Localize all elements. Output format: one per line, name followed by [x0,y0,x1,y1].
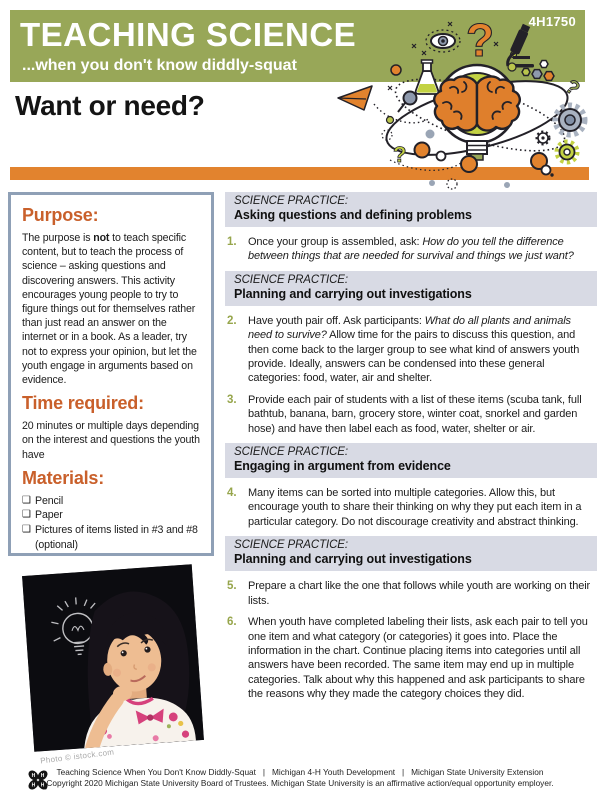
purpose-heading: Purpose: [22,205,99,225]
page-title: Want or need? [15,90,205,121]
step-number: 2. [227,314,237,327]
step-text-part: Many items can be sorted into multiple categories. Allow this, but encourage youth to share their thinking on why they put each item in a particular category. Do not discourage creativity and abstract thinking. [248,487,582,528]
materials-heading: Materials: [22,467,105,488]
list-item [22,508,200,523]
svg-text:H: H [31,773,36,780]
checkbox-icon: ❑ [22,524,31,536]
lightbulb-brain-icon [434,65,520,160]
document-title: TEACHING SCIENCE [20,16,357,53]
time-required-heading: Time required: [22,393,144,414]
svg-text:H: H [40,782,45,789]
science-practice-header [225,536,597,571]
gear-icon [558,143,577,162]
hexagon-icon [522,61,554,81]
step-number: 3. [227,393,237,406]
question-mark-icon: ? [393,142,407,167]
science-practice-header [225,192,597,227]
science-practice-label: SCIENCE PRACTICE: [234,273,348,286]
step-text [248,235,597,264]
science-practice-label: SCIENCE PRACTICE: [234,539,348,552]
publication-code: 4H1750 [528,14,576,29]
purpose-text [22,231,200,387]
step-item [225,314,597,386]
step-text-part: Provide each pair of students with a list of these items (scuba tank, full bathtub, banana, barn, grocery store, winter coat, snorkel and garden hose) and have then label each as food, water, shelter or air. [248,393,582,435]
step-text-part: Allow time for the pairs to discuss this question, and then come back to the larger group to see what kind of answers youth provide. Ideally, answers can be condensed into these general categories: food, water, air and shelter. [248,329,580,385]
gear-icon [537,132,549,144]
step-item [225,486,597,529]
step-item [225,235,597,264]
question-mark-icon: ? [560,75,584,101]
science-practice-title: Planning and carrying out investigations [234,552,472,567]
gear-icon [556,106,584,134]
checkbox-icon: ❑ [22,494,31,506]
sidebar-info-box [8,192,214,556]
material-label: Pictures of items listed in #3 and #8 (optional) [35,524,198,551]
svg-text:H: H [40,773,45,780]
step-number: 6. [227,616,237,629]
step-number: 4. [227,487,237,500]
step-text-part: Prepare a chart like the one that follows while youth are working on their lists. [248,580,591,607]
purpose-text-part1: The purpose is [22,232,94,244]
time-required-text: 20 minutes or multiple days depending on the interest and questions the youth have [22,420,200,461]
list-item [22,523,200,552]
checkbox-icon: ❑ [22,509,31,521]
purpose-text-part2: to teach specific content, but to teach the process of science – asking questions and discovering answers. This activity encourages young people to try to figure things out for themselves rather than just read an answer on the internet or in a book. As a leader, try not to express your opinion, but let the youth engage in arguments based on evidence. [22,232,197,387]
material-label: Pencil [35,494,64,507]
science-practice-header [225,443,597,478]
materials-list [22,494,200,552]
step-text [248,615,597,701]
material-label: Paper [35,509,63,522]
document-subtitle: ...when you don't know diddly-squat [22,57,297,74]
step-text [248,579,597,608]
science-practice-title: Engaging in argument from evidence [234,459,451,474]
step-text-part: When youth have completed labeling their lists, ask each pair to tell you one item and what category (or categories) it goes into. Place the information in the chart. Continue placing items into categories until all answers have been recorded. The same item may end up in multiple categories. Talk about why this happened and ask participants to share the reasons why they made the category choices they did. [248,616,588,701]
science-practice-title: Planning and carrying out investigations [234,286,472,301]
step-item [225,615,597,701]
footer-attribution-line: Teaching Science When You Don't Know Diddly-Squat | Michigan 4-H Youth Development | Michigan State University Extension [56,767,544,777]
science-practice-title: Asking questions and defining problems [234,208,472,222]
step-number: 1. [227,236,237,248]
science-practice-header [225,271,597,306]
eye-icon [426,30,460,52]
paper-plane-icon [338,86,372,110]
step-item [225,579,597,608]
step-text-italic: What do all plants and animals need to survive? [248,314,571,342]
thinking-girl-photo [22,564,204,751]
flask-icon [416,60,439,94]
step-number: 5. [227,580,237,593]
photo-credit: Photo © istock.com [39,747,115,766]
step-item [225,393,597,436]
science-practice-label: SCIENCE PRACTICE: [234,195,348,207]
activity-steps [225,192,597,709]
step-text [248,393,597,436]
svg-text:H: H [31,782,36,789]
microscope-icon [508,23,534,71]
step-text-italic: How do you tell the difference between things that are needed for survival and things we just want? [248,236,574,263]
step-text [248,314,597,386]
purpose-text-bold: not [93,232,110,244]
step-text-part: Once your group is assembled, ask: [248,236,423,248]
step-text-part: Have youth pair off. Ask participants: [248,314,425,327]
science-practice-label: SCIENCE PRACTICE: [234,446,348,459]
question-mark-icon: ? [465,14,495,66]
footer-copyright-line: Copyright 2020 Michigan State University Board of Trustees. Michigan State University is an affirmative action/equal opportunity employer. [46,778,554,788]
list-item [22,494,200,509]
step-text [248,486,597,529]
brain-lightbulb-science-illustration [330,0,600,195]
footer [0,767,600,789]
